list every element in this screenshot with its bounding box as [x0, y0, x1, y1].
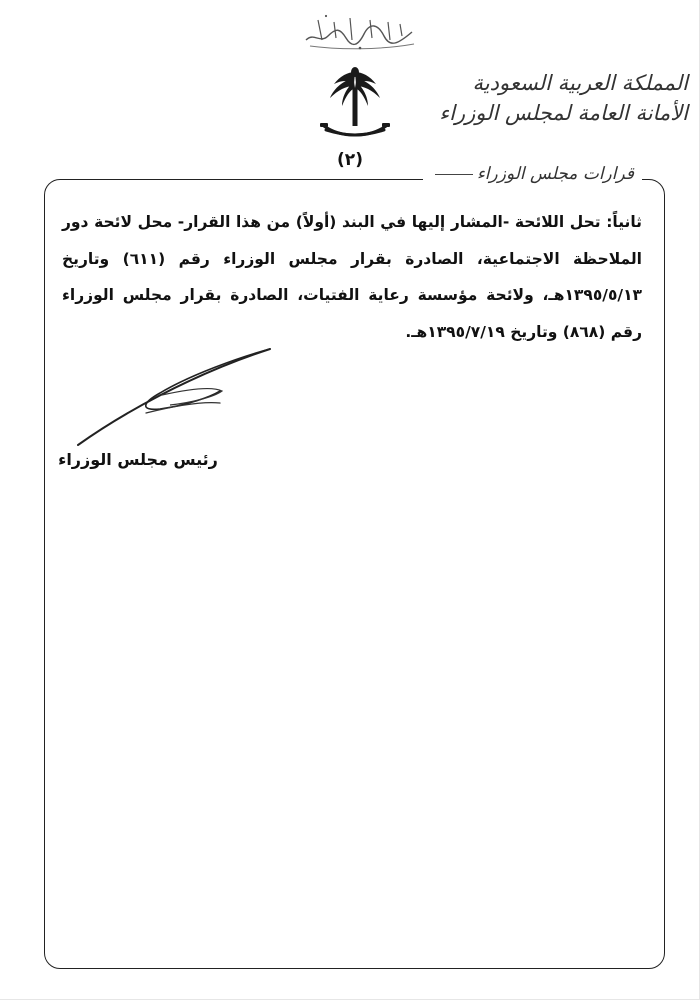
- section-label-text: قرارات مجلس الوزراء: [476, 164, 634, 184]
- signatory-title: رئيس مجلس الوزراء: [58, 450, 218, 469]
- kingdom-name: المملكة العربية السعودية: [472, 71, 688, 95]
- handwritten-signature: [70, 345, 275, 450]
- decision-paragraph: [62, 204, 642, 350]
- page-number: (٢): [337, 150, 363, 170]
- paragraph-lead: ثانياً:: [606, 213, 642, 231]
- letterhead: [439, 68, 688, 128]
- basmala-calligraphy: [300, 10, 420, 52]
- section-label: [423, 164, 642, 184]
- label-dash: [435, 174, 473, 175]
- saudi-emblem-icon: [318, 66, 392, 148]
- paragraph-text: تحل اللائحة -المشار إليها في البند (أولاً) من هذا القرار- محل لائحة دور الملاحظة الاجتماعية، الصادرة بقرار مجلس الوزراء رقم (٦١١) وتاريخ ١٣٩٥/٥/١٣هـ، ولائحة مؤسسة رعاية الفتيات، الصادرة بقرار مجلس الوزراء رقم (٨٦٨) وتاريخ ١٣٩٥/٧/١٩هـ.: [62, 213, 642, 341]
- secretariat-name: الأمانة العامة لمجلس الوزراء: [439, 101, 688, 125]
